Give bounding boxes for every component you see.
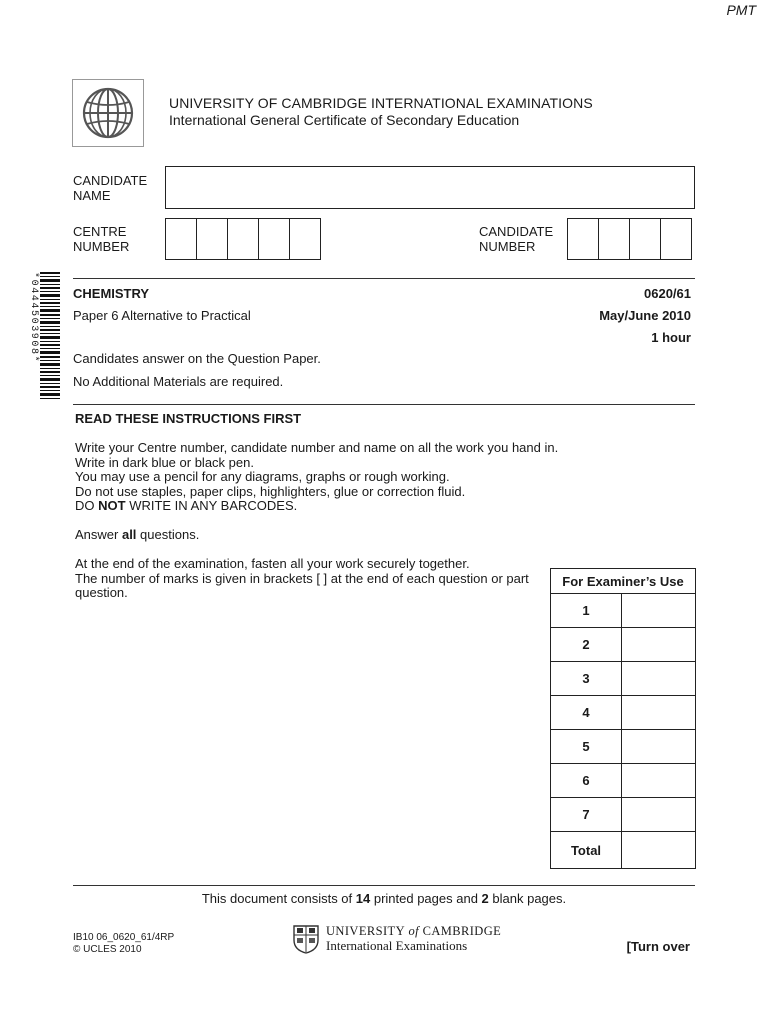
barcode-text: *0444503908* xyxy=(28,272,39,364)
table-row xyxy=(551,798,696,832)
candidates-note: Candidates answer on the Question Paper. xyxy=(73,351,321,366)
centre-number-label: CENTRE NUMBER xyxy=(73,224,130,254)
candidate-name-label: CANDIDATE NAME xyxy=(73,173,148,203)
materials-note: No Additional Materials are required. xyxy=(73,374,284,389)
instruction-line: Answer all questions. xyxy=(75,527,200,542)
total-cell[interactable] xyxy=(622,832,696,869)
table-row xyxy=(551,696,696,730)
centre-number-digit-box[interactable] xyxy=(258,218,290,260)
barcode xyxy=(28,270,62,400)
mark-cell[interactable] xyxy=(622,594,696,628)
candidate-name-field[interactable] xyxy=(165,166,695,209)
candidate-number-label: CANDIDATE NUMBER xyxy=(479,224,554,254)
total-label: Total xyxy=(551,832,622,869)
centre-number-boxes xyxy=(165,218,321,260)
mark-cell[interactable] xyxy=(622,696,696,730)
question-number: 6 xyxy=(551,764,622,798)
centre-number-digit-box[interactable] xyxy=(165,218,197,260)
table-row xyxy=(551,628,696,662)
cambridge-logo-line2: International Examinations xyxy=(326,938,468,953)
instruction-line: At the end of the examination, fasten all your work securely together. xyxy=(75,556,470,571)
divider xyxy=(73,278,695,279)
mark-cell[interactable] xyxy=(622,730,696,764)
centre-number-digit-box[interactable] xyxy=(227,218,259,260)
paper-code: 0620/61 xyxy=(644,286,691,301)
table-row xyxy=(551,594,696,628)
document-reference: IB10 06_0620_61/4RP © UCLES 2010 xyxy=(73,932,175,955)
question-number: 3 xyxy=(551,662,622,696)
cambridge-crest-icon xyxy=(292,924,320,954)
instruction-line: question. xyxy=(75,585,128,600)
divider xyxy=(73,885,695,886)
subject: CHEMISTRY xyxy=(73,286,150,301)
table-row xyxy=(551,764,696,798)
table-row xyxy=(551,730,696,764)
certificate-name: International General Certificate of Secondary Education xyxy=(169,112,520,128)
pmt-mark: PMT xyxy=(726,2,756,18)
cambridge-logo-line1: UNIVERSITY of CAMBRIDGE xyxy=(326,924,502,938)
examiner-use-header: For Examiner’s Use xyxy=(551,569,696,594)
instruction-line: You may use a pencil for any diagrams, graphs or rough working. xyxy=(75,469,450,484)
mark-cell[interactable] xyxy=(622,662,696,696)
instruction-line: DO NOT WRITE IN ANY BARCODES. xyxy=(75,498,298,513)
globe-logo xyxy=(72,79,144,147)
table-row xyxy=(551,662,696,696)
mark-cell[interactable] xyxy=(622,798,696,832)
centre-number-digit-box[interactable] xyxy=(196,218,228,260)
question-number: 4 xyxy=(551,696,622,730)
instruction-line: The number of marks is given in brackets [ ] at the end of each question or part xyxy=(75,570,529,586)
university-name: UNIVERSITY OF CAMBRIDGE INTERNATIONAL EXAMINATIONS xyxy=(169,95,593,111)
instruction-line: Write your Centre number, candidate number and name on all the work you hand in. xyxy=(75,440,559,455)
duration: 1 hour xyxy=(651,330,691,345)
candidate-number-digit-box[interactable] xyxy=(567,218,599,260)
candidate-number-digit-box[interactable] xyxy=(629,218,661,260)
examiner-use-table xyxy=(550,568,696,869)
candidate-number-boxes xyxy=(567,218,692,260)
divider xyxy=(73,404,695,405)
question-number: 7 xyxy=(551,798,622,832)
turn-over: [Turn over xyxy=(626,939,690,954)
question-number: 2 xyxy=(551,628,622,662)
candidate-number-digit-box[interactable] xyxy=(660,218,692,260)
centre-number-digit-box[interactable] xyxy=(289,218,321,260)
session: May/June 2010 xyxy=(599,308,691,323)
question-number: 1 xyxy=(551,594,622,628)
table-row xyxy=(551,832,696,869)
globe-icon xyxy=(79,84,137,142)
question-number: 5 xyxy=(551,730,622,764)
instruction-line: Write in dark blue or black pen. xyxy=(75,454,254,470)
page-count: This document consists of 14 printed pages and 2 blank pages. xyxy=(201,891,567,906)
paper-title: Paper 6 Alternative to Practical xyxy=(73,308,251,323)
mark-cell[interactable] xyxy=(622,628,696,662)
instructions-heading: READ THESE INSTRUCTIONS FIRST xyxy=(75,411,302,426)
mark-cell[interactable] xyxy=(622,764,696,798)
instruction-line: Do not use staples, paper clips, highlighters, glue or correction fluid. xyxy=(75,483,466,499)
candidate-number-digit-box[interactable] xyxy=(598,218,630,260)
